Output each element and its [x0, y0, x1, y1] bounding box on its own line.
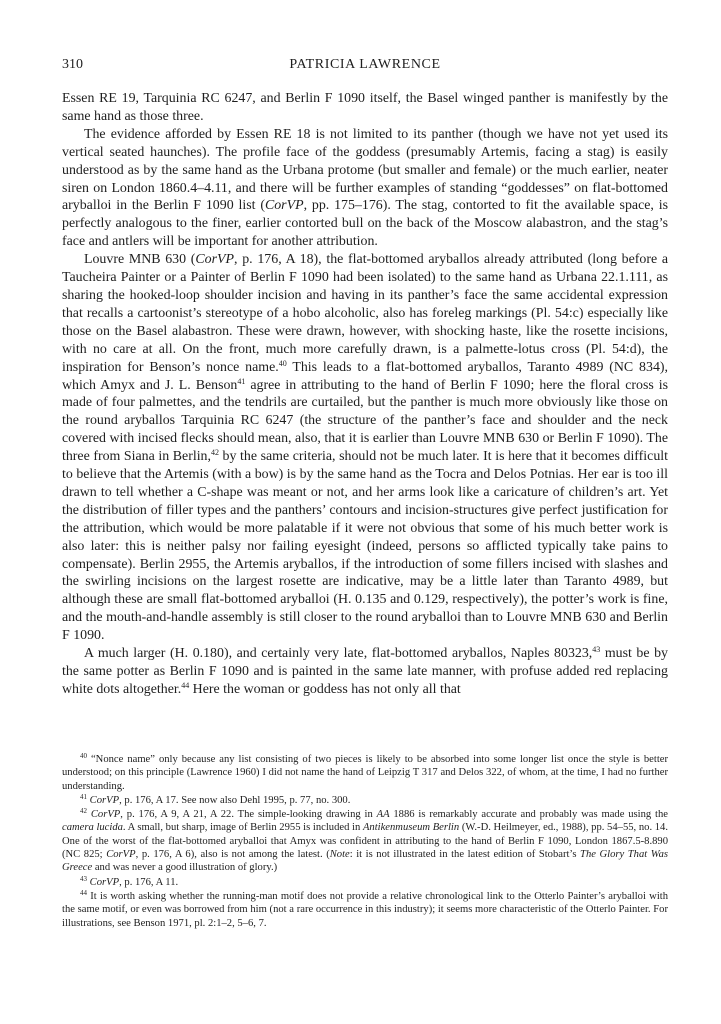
footnote-ref-42[interactable]: 42 [210, 448, 219, 458]
footnote-ref-43[interactable]: 43 [592, 645, 601, 655]
paragraph: A much larger (H. 0.180), and certainly very late, flat-bottomed aryballos, Naples 80323,43 must be by the same potter as Berlin F 1090 and is painted in the same late manner, with profuse added red replacing white dots altogether.$^{44}$ Here the woman or goddess has not only all that [62, 645, 669, 697]
paragraph: Louvre MNB 630 (CorVP, p. 176, A 18), the flat-bottomed aryballos already attributed (long before a Taucheira Painter or a Painter of Berlin F 1090 had been isolated) to the same hand as Urbana 22.1.111, as sharing the hooked-loop shoulder incision and having in its panther’s face the same accidental expression that recalls a cartoonist’s stereotype of a hobo alcoholic, also has foreleg markings (Pl. 54:c) especially like those on the Basel alabastron. These were drawn, however, with shocking haste, like the rosette incisions, with no care at all. On the front, much more carefully drawn, is a palmette-lotus cross (Pl. 54:d), the inspiration for Benson’s nonce name.$^{40}$ This leads to a flat-bottomed aryballos, Taranto 4989 (NC 834), which Amyx and J. L. Benson$^{41}$ agree in attributing to the hand of Berlin F 1090; here the floral cross is made of four palmettes, and the tendrils are curtailed, but the panther is much more obviously like those on the round aryballos Tarquinia RC 6247 (the structure of the panther’s face and shoulder and the neck covered with incised flecks should mean, also, that it is earlier than Louvre MNB 630 or Berlin F 1090). The three from Siana in Berlin,$^{42}$ by the same criteria, should not be much later. It is here that it becomes difficult to believe that the Artemis (with a bow) is by the same hand as the Tocra and Delos Potnias. Her ear is too ill drawn to tell whether a C-shape was meant or not, and her arms look like a caricature of children’s art. Yet the distribution of filler types and the panthers’ contours and incision-structures give perfect justification for the attribution, which would be more palatable if it were not obvious that some of his much better work is also later: this is neither palsy nor failing eyesight (indeed, persons so afflicted typically take pains to compensate). Berlin 2955, the Artemis aryballos, if the introduction of some fillers incised with slashes and the swirling incisions on the largest rosette are indicative, may be a little later than Taranto 4989, but although these are small flat-bottomed aryballoi (H. 0.135 and 0.129, respectively), the potter’s work is fine, and the mouth-and-handle assembly is still closer to the round aryballoi than to Louvre MNB 630 and Berlin F 1090. [62, 252, 668, 644]
paragraph: The evidence afforded by Essen RE 18 is not limited to its panther (though we have not yet used its vertical seated haunches). The profile face of the goddess (presumably Artemis, facing a stag) is easily understood as by the same hand as the Urbana protome (but smaller and female) or the much earlier, neater siren on London 1860.4–4.11, and there will be further examples of standing “goddesses” on flat-bottomed aryballoi in the Berlin F 1090 list (CorVP, pp. 175–176). The stag, contorted to fit the available space, is perfectly analogous to the finer, earlier contorted bull on the back of the Moscow alabastron, and the stag’s face and antlers will be important for another attribution. [62, 126, 668, 250]
footnote-40: $^{40}$ “Nonce name” only because any list consisting of two pieces is likely to be absorbed into some longer list once the style is better understood; on this principle (Lawrence 1960) I did not name the hand of Leipzig T 317 and Delos 322, of whom, at the time, I had no further understanding. [62, 752, 668, 792]
running-head: PATRICIA LAWRENCE [289, 57, 441, 72]
citation: CorVP [195, 252, 235, 268]
body-text [62, 90, 668, 699]
footnote-43: $^{43}$ CorVP, p. 176, A 11. [80, 874, 179, 888]
footnotes [62, 753, 668, 931]
footnote-44: $^{44}$ It is worth asking whether the running-man motif does not provide a relative chronological link to the Otterlo Painter’s aryballoi with the same motif, or even was borrowed from him (not a rare occurrence in this industry); it seems more characteristic of the Otterlo Painter. For illustrations, see Benson 1971, pl. 2:1–2, 5–6, 7. [62, 888, 668, 929]
page-number: 310 [62, 57, 83, 72]
footnote-ref-44[interactable]: 44 [181, 680, 190, 690]
footnote-41: $^{41}$ CorVP, p. 176, A 17. See now also Dehl 1995, p. 77, no. 300. [80, 792, 351, 806]
paragraph: Essen RE 19, Tarquinia RC 6247, and Berlin F 1090 itself, the Basel winged panther is manifestly by the same hand as those three. [62, 91, 668, 124]
footnote-ref-41[interactable]: 41 [237, 376, 246, 386]
citation: CorVP [264, 198, 304, 214]
footnote-42: $^{42}$ CorVP, p. 176, A 9, A 21, A 22. The simple-looking drawing in AA 1886 is remarkably accurate and probably was made using the camera lucida. A small, but sharp, image of Berlin 2955 is included in Antikenmuseum Berlin (W.-D. Heilmeyer, ed., 1988), pp. 54–55, no. 14. One of the worst of the flat-bottomed aryballoi that Amyx was confident in attributing to the hand of Berlin F 1090, London 1867.5-8.890 (NC 825; CorVP, p. 176, A 6), also is not among the latest. (Note: it is not illustrated in the latest edition of Stobart’s The Glory That Was Greece and was never a good illustration of glory.) [62, 807, 669, 874]
footnote-ref-40[interactable]: 40 [278, 358, 287, 368]
